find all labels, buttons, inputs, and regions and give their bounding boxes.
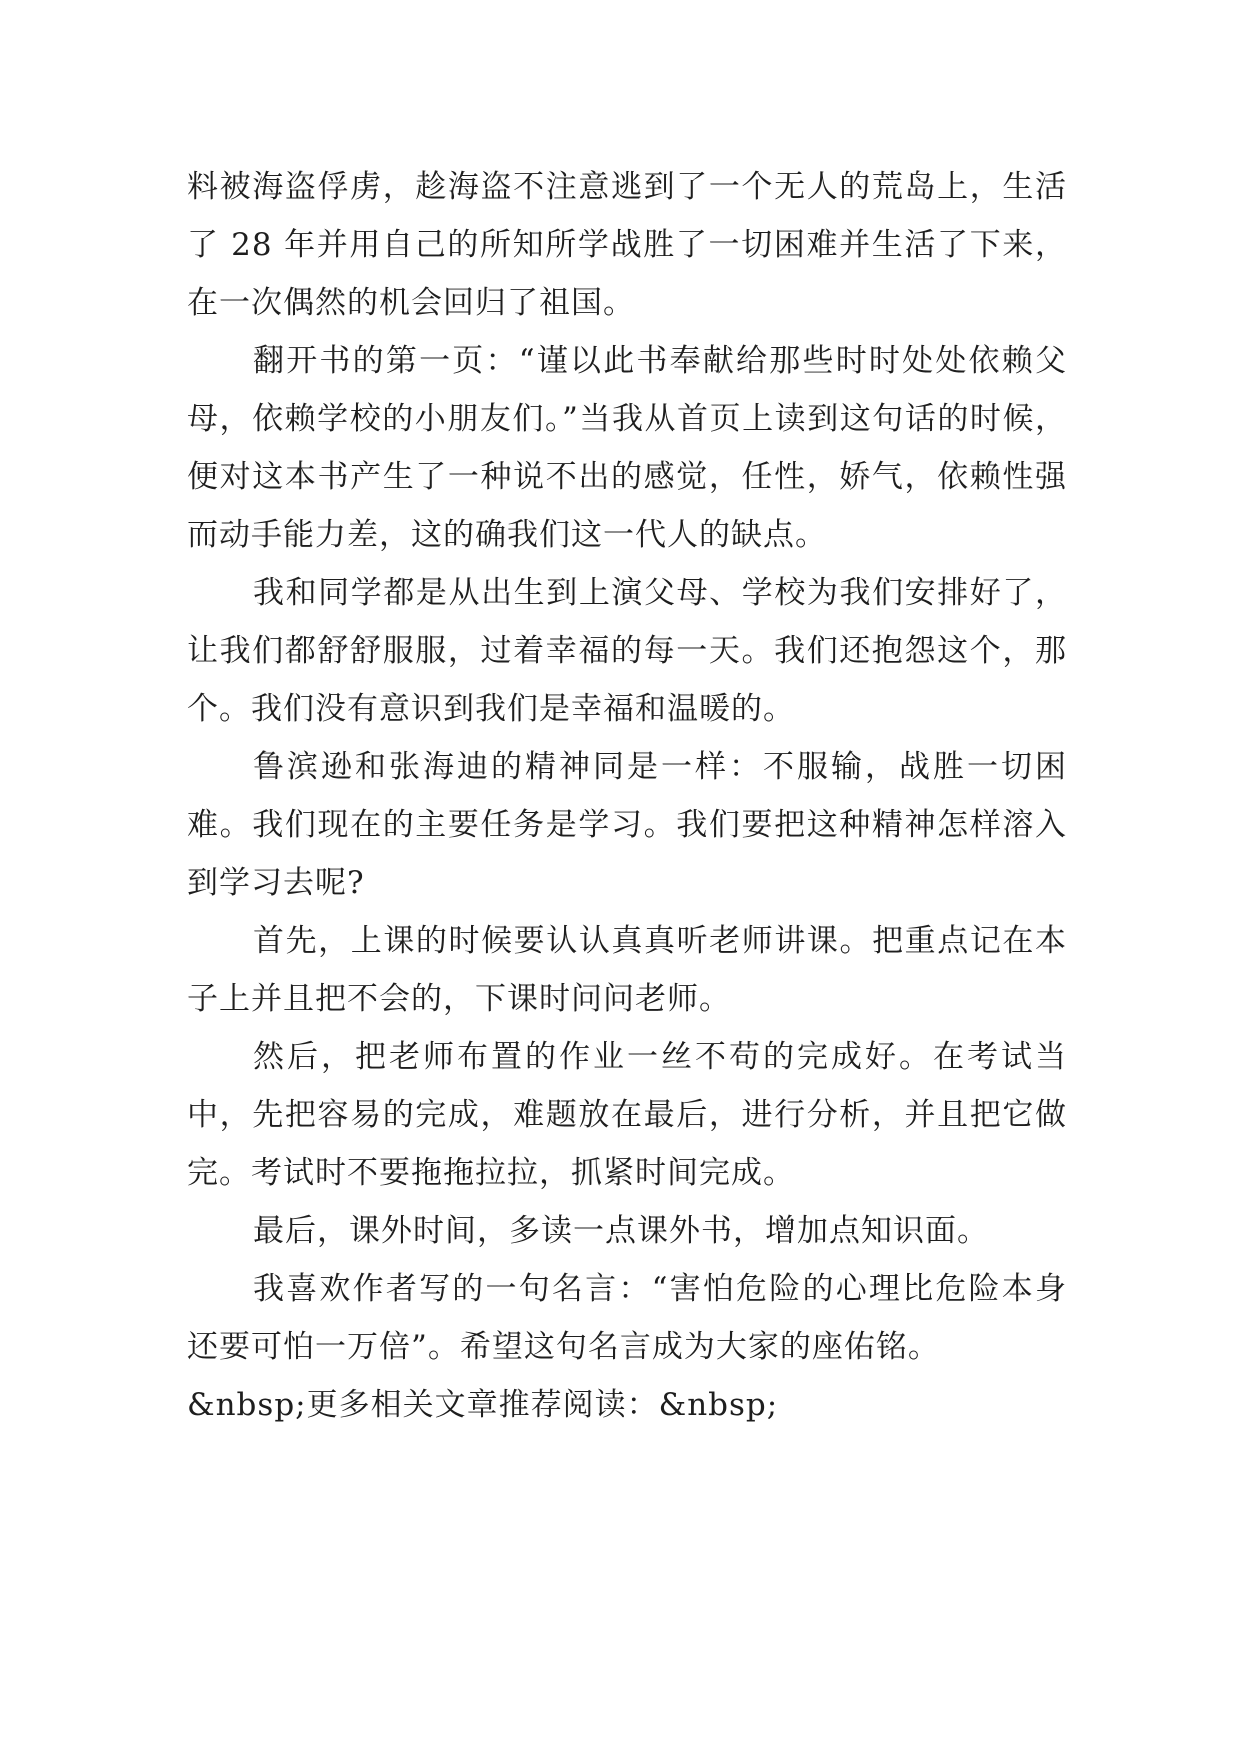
paragraph-classmates: 我和同学都是从出生到上演父母、学校为我们安排好了，让我们都舒舒服服，过着幸福的每一天。我们还抱怨这个，那个。我们没有意识到我们是幸福和温暖的。 (187, 575, 1067, 727)
paragraph-quote: 我喜欢作者写的一句名言：“害怕危险的心理比危险本身还要可怕一万倍”。希望这句名言成为大家的座佑铭。 (187, 1271, 1067, 1365)
paragraph-then: 然后，把老师布置的作业一丝不苟的完成好。在考试当中，先把容易的完成，难题放在最后，进行分析，并且把它做完。考试时不要拖拖拉拉，抓紧时间完成。 (187, 1039, 1067, 1191)
paragraph-finally: 最后，课外时间，多读一点课外书，增加点知识面。 (253, 1213, 989, 1249)
paragraph-spirit: 鲁滨逊和张海迪的精神同是一样：不服输，战胜一切困难。我们现在的主要任务是学习。我们要把这种精神怎样溶入到学习去呢? (187, 749, 1067, 901)
article-body (187, 158, 1067, 1434)
paragraph-continuation: 料被海盗俘虏，趁海盗不注意逃到了一个无人的荒岛上，生活了 28 年并用自己的所知所学战胜了一切困难并生活了下来，在一次偶然的机会回归了祖国。 (187, 169, 1067, 321)
paragraph-first: 首先，上课的时候要认认真真听老师讲课。把重点记在本子上并且把不会的，下课时问问老师。 (187, 923, 1067, 1017)
related-articles-line: &nbsp;更多相关文章推荐阅读：&nbsp; (187, 1387, 779, 1423)
paragraph-dedication: 翻开书的第一页：“谨以此书奉献给那些时时处处依赖父母，依赖学校的小朋友们。”当我从首页上读到这句话的时候，便对这本书产生了一种说不出的感觉，任性，娇气，依赖性强而动手能力差，这的确我们这一代人的缺点。 (187, 343, 1067, 553)
